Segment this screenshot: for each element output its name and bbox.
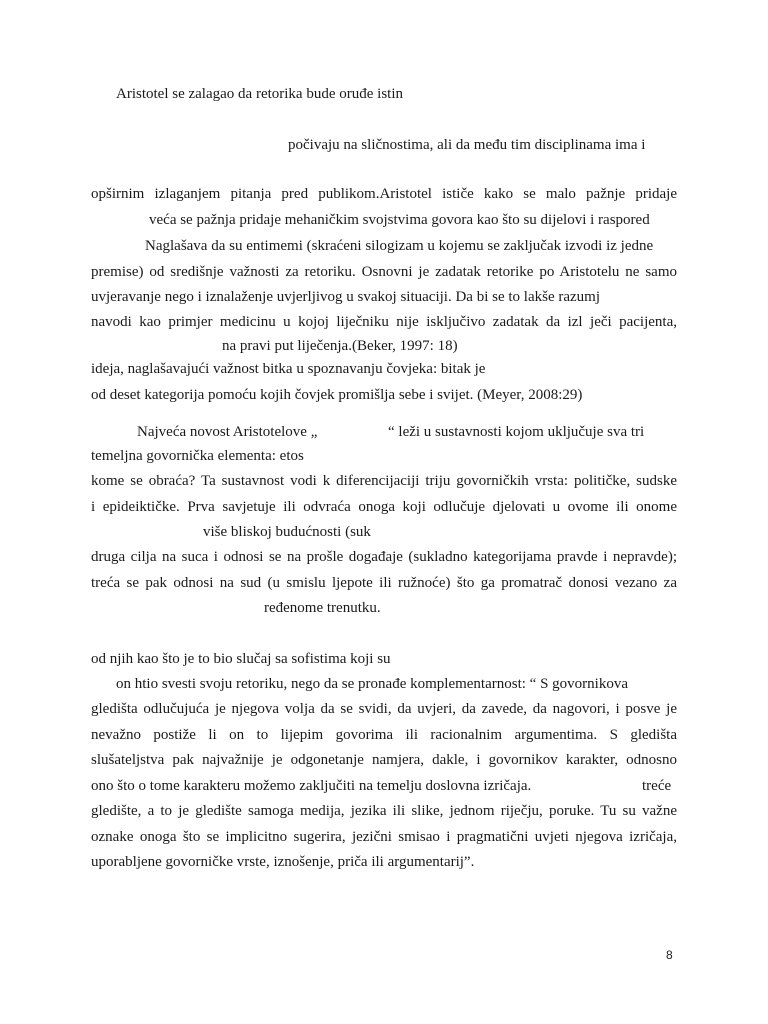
text-line: od deset kategorija pomoću kojih čovjek promišlja sebe i svijet. (Meyer, 2008:29) [91, 387, 583, 403]
text-line: uporabljene govorničke vrste, iznošenje, priča ili argumentarij”. [91, 854, 475, 870]
text-line: više bliskoj budućnosti (suk [203, 524, 371, 540]
text-line: i epideiktičke. Prva savjetuje ili odvraća onoga koji odlučuje djelovati u ovome ili onome [91, 499, 677, 515]
text-line: gledišta odlučujuća je njegova volja da se svidi, da uvjeri, da zavede, da nagovori, i posve je [91, 701, 677, 717]
page-number: 8 [666, 948, 673, 962]
text-line: na pravi put liječenja.(Beker, 1997: 18) [222, 338, 458, 354]
text-line: opširnim izlaganjem pitanja pred publikom.Aristotel ističe kako se malo pažnje pridaje [91, 186, 677, 202]
text-line: temeljna govornička elementa: etos [91, 448, 304, 464]
text-line: druga cilja na suca i odnosi se na prošle događaje (sukladno kategorijama pravde i nepravde); [91, 549, 677, 565]
text-line: ono što o tome karakteru možemo zaključiti na temelju doslovna izričaja. [91, 778, 532, 794]
text-line: oznake onoga što se implicitno sugerira, jezični smisao i pragmatični uvjeti njegova izričaja, [91, 829, 677, 845]
text-line: ređenome trenutku. [264, 600, 381, 616]
text-line: počivaju na sličnostima, ali da među tim disciplinama ima i [288, 137, 646, 153]
text-line: gledište, a to je gledište samoga medija, jezika ili slike, jednom riječju, poruke. Tu su važne [91, 803, 677, 819]
text-line: premise) od središnje važnosti za retoriku. Osnovni je zadatak retorike po Aristotelu ne samo [91, 264, 677, 280]
text-line: treće [642, 778, 672, 794]
text-line: uvjeravanje nego i iznalaženje uvjerljivog u svakoj situaciji. Da bi se to lakše razumj [91, 289, 600, 305]
text-line: nevažno postiže li on to lijepim govorima ili racionalnim argumentima. S gledišta [91, 727, 677, 743]
text-line: Aristotel se zalagao da retorika bude oruđe istin [116, 86, 403, 102]
text-line: navodi kao primjer medicinu u kojoj liječniku nije isključivo zadatak da izl ječi pacijenta, [91, 314, 677, 330]
text-line: ideja, naglašavajući važnost bitka u spoznavanju čovjeka: bitak je [91, 361, 486, 377]
text-line: “ leži u sustavnosti kojom uključuje sva tri [388, 424, 645, 440]
text-line: Naglašava da su entimemi (skraćeni silogizam u kojemu se zaključak izvodi iz jedne [145, 238, 654, 254]
text-line: treća se pak odnosi na sud (u smislu ljepote ili ružnoće) što ga promatrač donosi vezano za [91, 575, 677, 591]
text-line: od njih kao što je to bio slučaj sa sofistima koji su [91, 651, 391, 667]
text-line: on htio svesti svoju retoriku, nego da se pronađe komplementarnost: “ S govornikova [116, 676, 628, 692]
text-line: veća se pažnja pridaje mehaničkim svojstvima govora kao što su dijelovi i raspored [149, 212, 650, 228]
text-line: slušateljstva pak najvažnije je odgonetanje namjera, dakle, i govornikov karakter, odnosno [91, 752, 677, 768]
text-line: kome se obraća? Ta sustavnost vodi k diferencijaciji triju govorničkih vrsta: političke, sudske [91, 473, 677, 489]
text-line: Najveća novost Aristotelove „ [137, 424, 318, 440]
